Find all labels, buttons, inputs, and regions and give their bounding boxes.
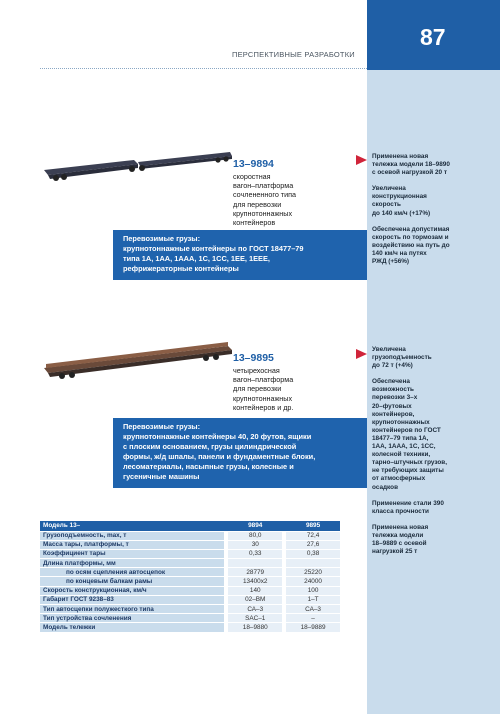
wagon-2-cargo-line: крупнотоннажные контейнеры 40, 20 футов, ящики	[123, 432, 312, 441]
wagon-13-9895-illustration	[42, 340, 234, 382]
row-value-9894: 80,0	[228, 531, 282, 540]
note-line: 18–9889 с осевой	[372, 539, 427, 547]
row-value-9894: 140	[228, 586, 282, 595]
table-row	[40, 540, 340, 549]
table-header-cell: 9894	[228, 521, 282, 531]
wagon-1-desc-line: вагон–платформа	[233, 181, 294, 191]
note-line: колесной техники,	[372, 451, 431, 459]
table-row	[40, 577, 340, 586]
row-label: Грузоподъемность, max, т	[40, 531, 224, 540]
row-value-9894: 30	[228, 540, 282, 549]
row-label: Коэффициент тары	[40, 549, 224, 558]
note-item	[372, 524, 494, 556]
note-line: от атмосферных	[372, 475, 426, 483]
note-line: возможность	[372, 386, 414, 394]
row-value-9894: 28779	[228, 568, 282, 577]
note-item	[372, 185, 494, 217]
note-line: Обеспечена	[372, 378, 410, 386]
wagon-13-9894-illustration	[42, 150, 234, 184]
wagon-2-cargo-line: лесоматериалы, насыпные грузы, колесные и	[123, 462, 294, 471]
note-line: крупнотоннажных	[372, 418, 430, 426]
wagon-2-cargo-box	[113, 418, 367, 488]
wagon-2-desc-line: крупнотоннажных	[233, 393, 293, 403]
table-row	[40, 586, 340, 595]
wagon-2-cargo-line: Перевозимые грузы:	[123, 422, 201, 431]
note-line: до 72 т (+4%)	[372, 362, 413, 370]
note-item	[372, 346, 494, 370]
note-line: 140 км/ч на путях	[372, 249, 427, 257]
row-label: Масса тары, платформы, т	[40, 540, 224, 549]
row-value-9895	[286, 559, 340, 568]
row-value-9894: SAC–1	[228, 614, 282, 623]
note-line: контейнеров по ГОСТ	[372, 426, 441, 434]
table-header-cell: Модель 13–	[40, 521, 224, 531]
row-value-9894: 13400x2	[228, 577, 282, 586]
table-header-cell: 9895	[286, 521, 340, 531]
row-value-9895: –	[286, 614, 340, 623]
wagon-2-notes	[372, 346, 494, 564]
note-line: тарно–штучных грузов,	[372, 459, 448, 467]
note-line: тележка модели 18–9890	[372, 161, 450, 169]
wagon-2-cargo-line: с плоским основанием, грузы цилиндрической	[123, 442, 297, 451]
note-line: скорость	[372, 201, 401, 209]
row-label: Длина платформы, мм	[40, 559, 224, 568]
note-line: Увеличена	[372, 346, 406, 353]
row-value-9895: 100	[286, 586, 340, 595]
wagon-2-desc-line: для перевозки	[233, 384, 282, 394]
row-value-9894: 0,33	[228, 549, 282, 558]
note-line: до 140 км/ч (+17%)	[372, 209, 431, 217]
note-line: не требующих защиты	[372, 467, 444, 475]
wagon-1-cargo-box	[113, 230, 367, 280]
note-line: класса прочности	[372, 507, 429, 515]
wagon-2-desc-line: контейнеров и др.	[233, 402, 294, 412]
wagon-1-desc-line: сочлененного типа	[233, 190, 297, 200]
row-value-9895: 1–Т	[286, 595, 340, 604]
wagon-1-desc-line: скоростная	[233, 172, 271, 181]
row-label: Тип устройства сочленения	[40, 614, 224, 623]
table-row	[40, 531, 340, 540]
note-line: Применение стали 390	[372, 499, 444, 507]
table-row	[40, 623, 340, 632]
note-line: нагрузкой 25 т	[372, 548, 418, 556]
row-value-9894	[228, 559, 282, 568]
note-line: 1АА, 1ААА, 1С, 1СС,	[372, 443, 436, 451]
red-arrow-marker	[356, 155, 367, 165]
wagon-1-cargo-line: Перевозимые грузы:	[123, 234, 201, 243]
table-row	[40, 549, 340, 558]
note-item	[372, 226, 494, 266]
wagon-1-notes	[372, 153, 494, 274]
note-line: воздействию на путь до	[372, 241, 450, 249]
row-value-9894: 02–ВМ	[228, 595, 282, 604]
wagon-2-desc-line: вагон–платформа	[233, 375, 294, 385]
table-row	[40, 568, 340, 577]
row-label: по осям сцепления автосцепок	[40, 568, 224, 577]
note-line: перевозки 3–х	[372, 394, 418, 402]
row-value-9895: 25220	[286, 568, 340, 577]
wagon-2-model-id: 13–9895	[233, 352, 274, 364]
row-label: Модель тележки	[40, 623, 224, 632]
row-value-9895: СА–3	[286, 605, 340, 614]
wagon-1-desc-line: крупнотоннажных	[233, 208, 293, 218]
row-label: Тип автосцепки полужесткого типа	[40, 605, 224, 614]
row-label: по концевым балкам рамы	[40, 577, 224, 586]
row-value-9894: 18–9880	[228, 623, 282, 632]
wagon-2-description	[233, 366, 293, 412]
note-line: осадков	[372, 483, 399, 491]
table-row	[40, 605, 340, 614]
wagon-1-cargo-line: типа 1А, 1АА, 1ААА, 1С, 1СС, 1ЕЕ, 1ЕЕЕ,	[123, 254, 270, 263]
wagon-2-cargo-line: гусеничные машины	[123, 472, 200, 481]
table-row	[40, 559, 340, 568]
row-value-9895: 18–9889	[286, 623, 340, 632]
note-line: 20–футовых	[372, 402, 412, 410]
wagon-1-description	[233, 172, 296, 227]
row-value-9895: 27,6	[286, 540, 340, 549]
row-value-9895: 24000	[286, 577, 340, 586]
note-line: скорость по тормозам и	[372, 233, 449, 241]
wagon-2-cargo-line: формы, ж/д шпалы, панели и фундаментные блоки,	[123, 452, 316, 461]
note-line: Обеспечена допустимая	[372, 225, 450, 233]
header-divider	[40, 68, 367, 69]
note-item	[372, 378, 494, 491]
page-number: 87	[420, 24, 446, 50]
table-row	[40, 614, 340, 623]
note-line: РЖД (+56%)	[372, 258, 410, 266]
note-line: тележка модели	[372, 531, 424, 539]
note-item	[372, 153, 494, 177]
note-line: с осевой нагрузкой 20 т	[372, 169, 447, 177]
note-line: Применена новая	[372, 153, 429, 160]
note-line: конструкционная	[372, 193, 427, 201]
note-item	[372, 500, 494, 516]
table-row	[40, 595, 340, 604]
row-value-9894: СА–3	[228, 605, 282, 614]
section-title: ПЕРСПЕКТИВНЫЕ РАЗРАБОТКИ	[232, 50, 355, 59]
table-header-row	[40, 521, 340, 531]
row-value-9895: 72,4	[286, 531, 340, 540]
note-line: грузоподъемность	[372, 354, 432, 362]
wagon-1-cargo-line: крупнотоннажные контейнеры по ГОСТ 18477–79	[123, 244, 304, 253]
row-label: Габарит ГОСТ 9238–83	[40, 595, 224, 604]
wagon-1-model-id: 13–9894	[233, 158, 274, 170]
wagon-1-desc-line: для перевозки	[233, 199, 282, 209]
row-value-9895: 0,38	[286, 549, 340, 558]
red-arrow-marker	[356, 349, 367, 359]
wagon-1-desc-line: контейнеров	[233, 218, 276, 228]
note-line: Применена новая	[372, 523, 429, 531]
note-line: контейнеров,	[372, 410, 415, 418]
note-line: Увеличена	[372, 185, 406, 193]
note-line: 18477–79 типа 1А,	[372, 434, 429, 442]
wagon-1-cargo-line: рефрижераторные контейнеры	[123, 264, 239, 273]
row-label: Скорость конструкционная, км/ч	[40, 586, 224, 595]
wagon-2-desc-line: четырехосная	[233, 366, 280, 375]
specifications-table	[40, 521, 340, 633]
